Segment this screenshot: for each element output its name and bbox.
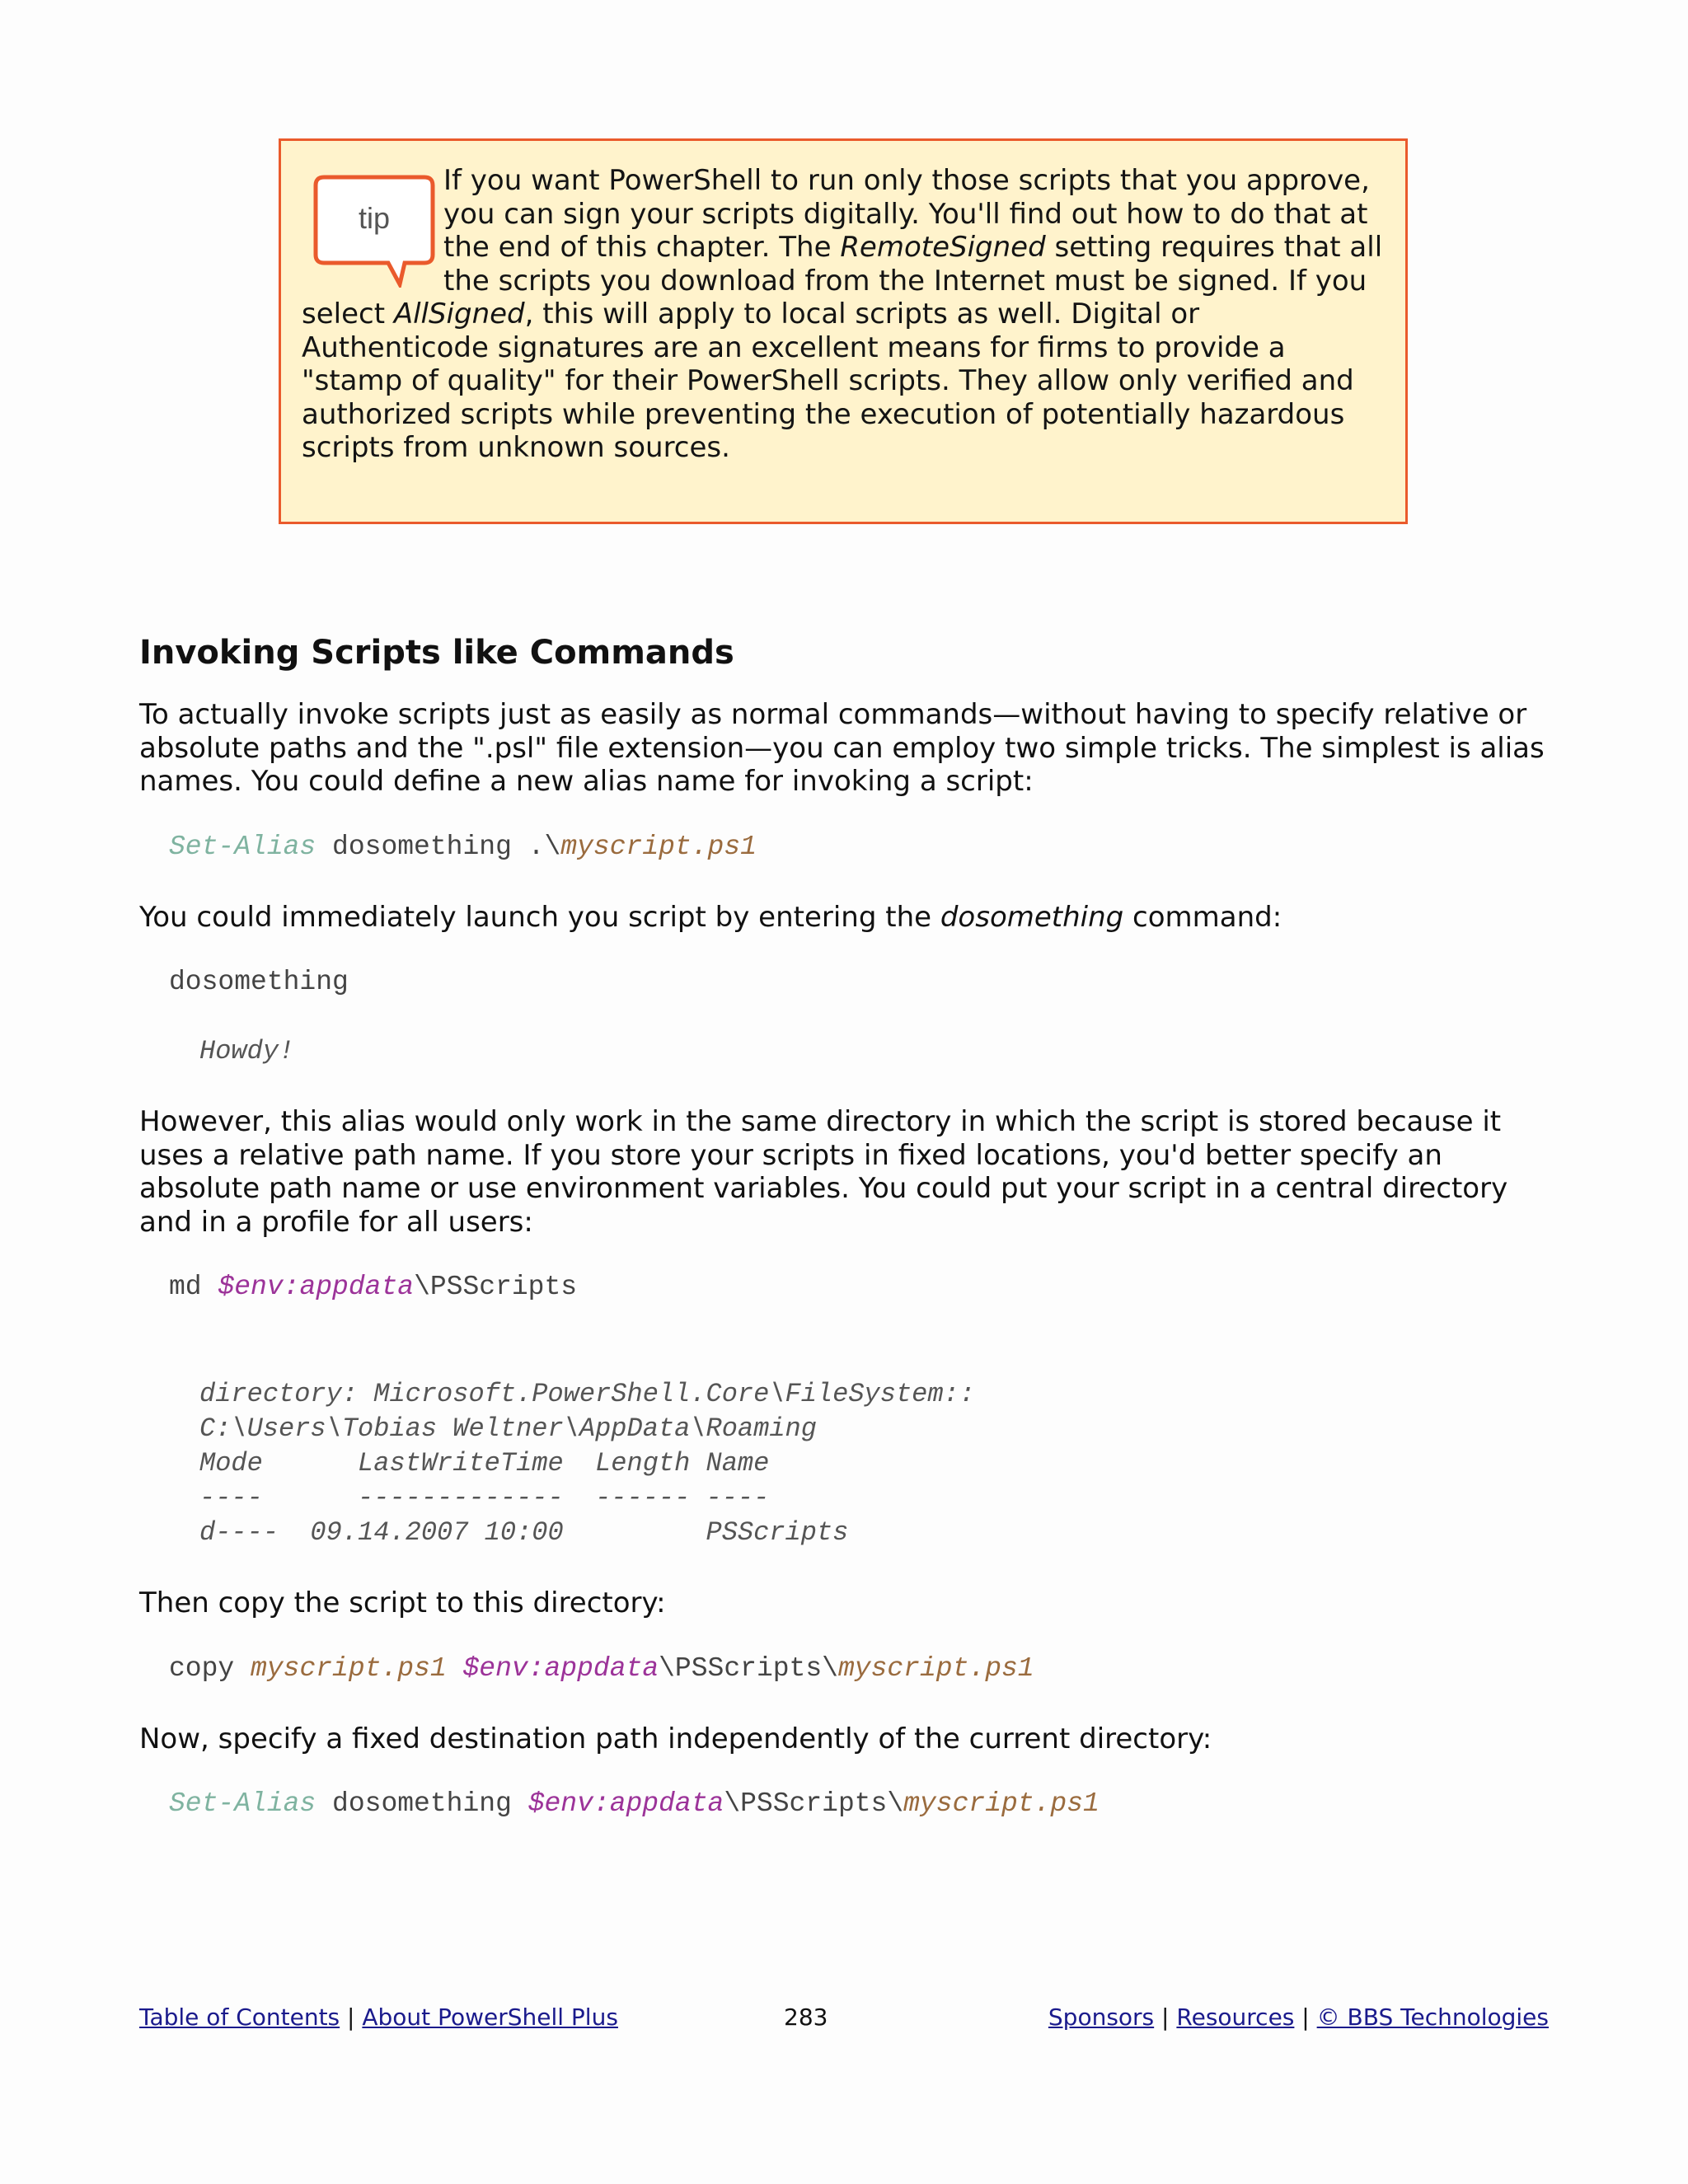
code-copy: copy myscript.ps1 $env:appdata\PSScripts\myscript.ps1 bbox=[169, 1652, 1034, 1684]
page-number: 283 bbox=[784, 2004, 828, 2031]
output-directory-listing bbox=[139, 1377, 1557, 1550]
footer-separator: | bbox=[340, 2004, 363, 2031]
footer-separator: | bbox=[1294, 2004, 1317, 2031]
section-heading: Invoking Scripts like Commands bbox=[139, 634, 734, 672]
table-of-contents-link[interactable]: Table of Contents bbox=[139, 2004, 340, 2031]
paragraph-intro: To actually invoke scripts just as easily as normal commands—without having to specify relative or absolute paths and the ".psl" file extension—you can employ two simple tricks. The simplest is alias names. You could define a new alias name for invoking a script: bbox=[139, 698, 1545, 798]
output-line: ---- ------------- ------ ---- bbox=[199, 1483, 770, 1513]
sponsors-link[interactable]: Sponsors bbox=[1048, 2004, 1155, 2031]
footer-right-links bbox=[1048, 2003, 1549, 2032]
resources-link[interactable]: Resources bbox=[1176, 2004, 1295, 2031]
code-md: md $env:appdata\PSScripts bbox=[169, 1272, 578, 1302]
output-line: C:\Users\Tobias Weltner\AppData\Roaming bbox=[199, 1413, 817, 1444]
paragraph-fixed-path: Now, specify a fixed destination path independently of the current directory: bbox=[139, 1722, 1212, 1755]
main-content bbox=[139, 628, 1557, 1821]
footer-separator: | bbox=[1154, 2004, 1177, 2031]
output-line: Mode LastWriteTime Length Name bbox=[199, 1448, 770, 1479]
code-dosomething: dosomething bbox=[169, 967, 349, 997]
paragraph-launch: You could immediately launch you script by entering the dosomething command: bbox=[139, 900, 1282, 934]
tip-text: If you want PowerShell to run only those scripts that you approve, you can sign your scripts digitally. You'll find out how to do that at the end of this chapter. The RemoteSigned setting requires that all the scripts you download from the Internet must be signed. If you select AllSigned, this will apply to local scripts as well. Digital or Authenticode signatures are an excellent means for firms to provide a "stamp of quality" for their PowerShell scripts. They allow only verified and authorized scripts while preventing the execution of potentially hazardous scripts from unknown sources. bbox=[302, 164, 1383, 464]
output-howdy: Howdy! bbox=[199, 1036, 295, 1066]
paragraph-copy: Then copy the script to this directory: bbox=[139, 1586, 666, 1619]
paragraph-alias-limit: However, this alias would only work in the same directory in which the script is stored because it uses a relative path name. If you store your scripts in fixed locations, you'd better specify an absolute path name or use environment variables. You could put your script in a central directory and in a profile for all users: bbox=[139, 1105, 1508, 1239]
output-line: directory: Microsoft.PowerShell.Core\FileSystem:: bbox=[199, 1379, 975, 1409]
code-set-alias-fixed: Set-Alias dosomething $env:appdata\PSScripts\myscript.ps1 bbox=[169, 1788, 1100, 1819]
bbs-technologies-link[interactable]: © BBS Technologies bbox=[1316, 2004, 1549, 2031]
tip-icon-label: tip bbox=[358, 201, 391, 235]
footer-left-links bbox=[139, 2003, 618, 2032]
about-powershell-plus-link[interactable]: About PowerShell Plus bbox=[362, 2004, 618, 2031]
output-line: d---- 09.14.2007 10:00 PSScripts bbox=[199, 1517, 849, 1548]
code-set-alias-relative: Set-Alias dosomething .\myscript.ps1 bbox=[169, 831, 757, 862]
tip-box bbox=[279, 138, 1408, 524]
